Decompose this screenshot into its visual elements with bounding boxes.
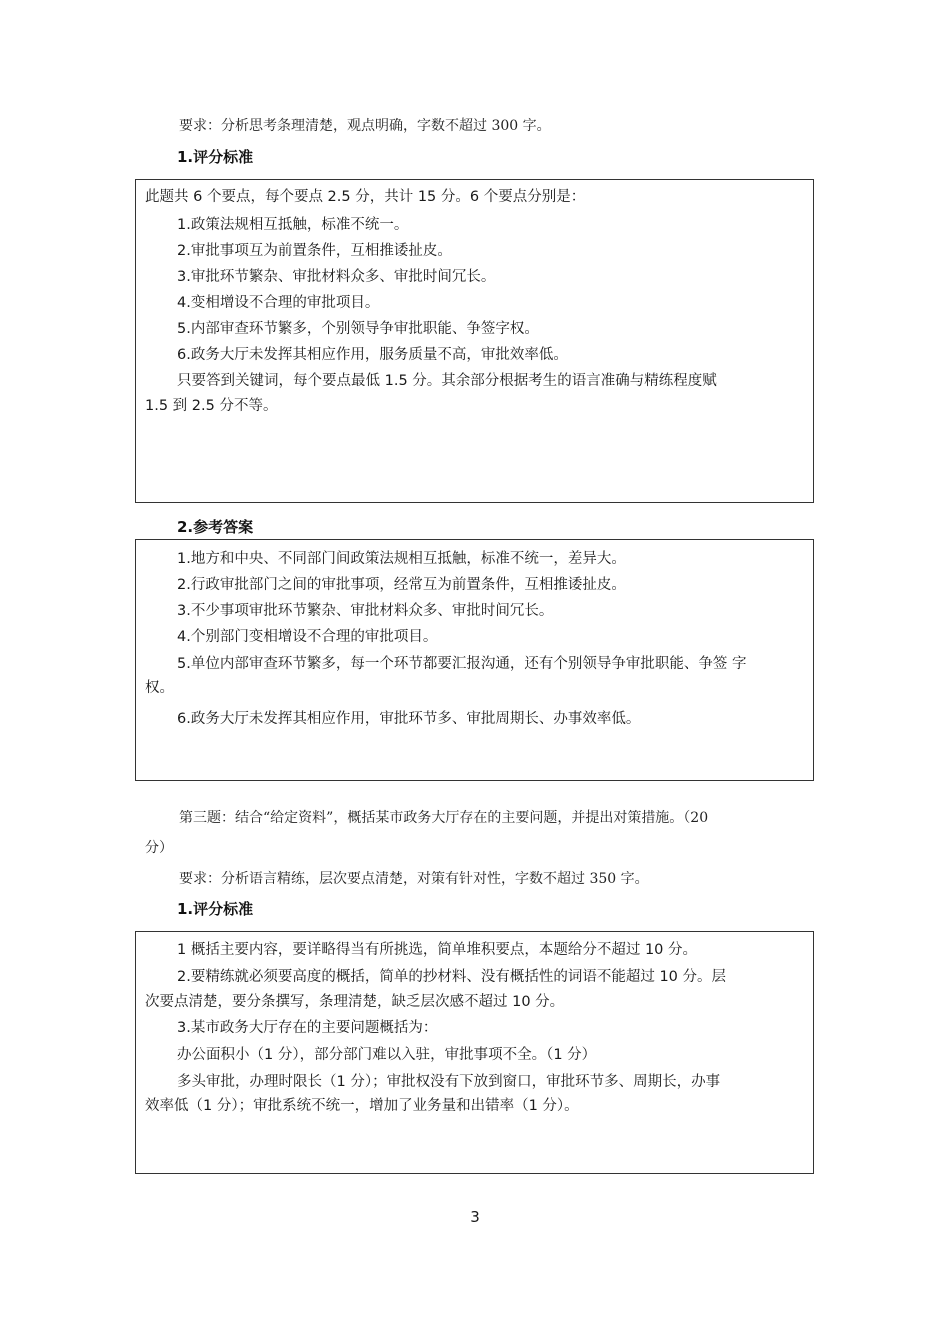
scoring-line: 4.变相增设不合理的审批项目。 [177,295,380,311]
scoring-line: 6.政务大厅未发挥其相应作用，服务质量不高，审批效率低。 [177,347,568,363]
q2-answer-heading: 2.参考答案 [177,518,254,536]
scoring-line: 此题共 6 个要点，每个要点 2.5 分，共计 15 分。6 个要点分别是： [145,189,586,205]
answer-line: 5.单位内部审查环节繁多，每一个环节都要汇报沟通，还有个别领导争审批职能、争签 字 [177,656,747,672]
scoring-line: 3.某市政务大厅存在的主要问题概括为： [177,1020,438,1036]
answer-line: 权。 [145,680,174,696]
q3-scoring-box [135,931,814,1174]
q3-requirement: 要求：分析语言精练，层次要点清楚，对策有针对性，字数不超过 350 字。 [179,871,649,887]
scoring-line: 只要答到关键词，每个要点最低 1.5 分。其余部分根据考生的语言准确与精练程度赋 [177,373,717,389]
q3-scoring-heading: 1.评分标准 [177,900,254,918]
scoring-line: 2.审批事项互为前置条件，互相推诿扯皮。 [177,243,452,259]
page-number: 3 [470,1208,480,1226]
answer-line: 3.不少事项审批环节繁杂、审批材料众多、审批时间冗长。 [177,603,554,619]
scoring-line: 5.内部审查环节繁多，个别领导争审批职能、争签字权。 [177,321,539,337]
scoring-line: 3.审批环节繁杂、审批材料众多、审批时间冗长。 [177,269,496,285]
q3-question-cont: 分） [145,840,173,856]
scoring-line: 办公面积小（1 分），部分部门难以入驻，审批事项不全。（1 分） [177,1047,597,1063]
scoring-line: 1.5 到 2.5 分不等。 [145,398,278,414]
q2-answer-box [135,539,814,781]
q2-requirement: 要求：分析思考条理清楚，观点明确，字数不超过 300 字。 [179,118,551,134]
q3-question: 第三题：结合“给定资料”，概括某市政务大厅存在的主要问题，并提出对策措施。（20 [179,810,709,826]
scoring-line: 1.政策法规相互抵触，标准不统一。 [177,217,409,233]
answer-line: 4.个别部门变相增设不合理的审批项目。 [177,629,438,645]
answer-line: 6.政务大厅未发挥其相应作用，审批环节多、审批周期长、办事效率低。 [177,711,641,727]
answer-line: 2.行政审批部门之间的审批事项，经常互为前置条件，互相推诿扯皮。 [177,577,626,593]
scoring-line: 1 概括主要内容，要详略得当有所挑选，简单堆积要点，本题给分不超过 10 分。 [177,942,698,958]
scoring-line: 2.要精练就必须要高度的概括，简单的抄材料、没有概括性的词语不能超过 10 分。层 [177,969,727,985]
answer-line: 1.地方和中央、不同部门间政策法规相互抵触，标准不统一，差异大。 [177,551,626,567]
q2-scoring-box [135,179,814,503]
scoring-line: 效率低（1 分）；审批系统不统一，增加了业务量和出错率（1 分）。 [145,1098,579,1114]
q2-scoring-heading: 1.评分标准 [177,148,254,166]
scoring-line: 次要点清楚，要分条撰写，条理清楚，缺乏层次感不超过 10 分。 [145,994,565,1010]
scoring-line: 多头审批，办理时限长（1 分）；审批权没有下放到窗口，审批环节多、周期长，办事 [177,1074,721,1090]
